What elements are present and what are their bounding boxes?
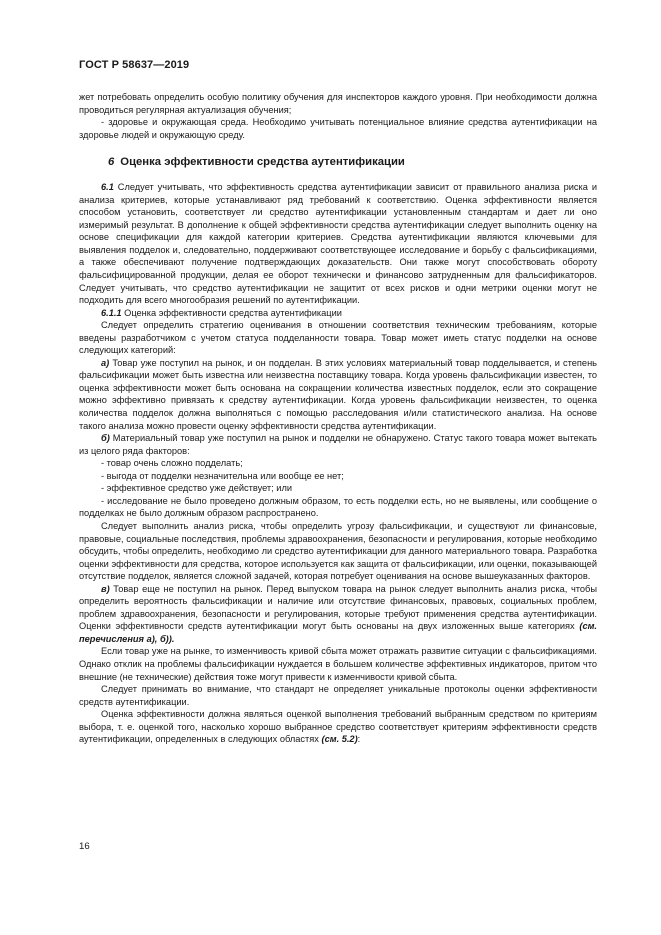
body-text — [79, 91, 597, 746]
clause-text: Следует учитывать, что эффективность средства аутентификации зависит от правильного анализа риска и анализа критериев, которые устанавливают ряд требований к соответствию. Оценка эффективности является способом установить, соответствует ли средство аутентификации установленным стандартам и дает ли оно измеримый результат. В дополнение к общей эффективности средства аутентификации следует выполнить оценку на основе спецификации для каждой категории критериев. Средства аутентификации являются ключевыми для выявления подделок и, следовательно, поддерживают соответствующее исследование и борьбу с фальсификациями, а также обеспечивают получение подтверждающих доказательств. Они также могут способствовать обороту фальсифицированной продукции, делая ее оборот технически и финансово затрудненным для фальсификаторов. Следует учитывать, что средство аутентификации не защитит от всех рисков и одни метрики оценки могут не подходить для всего многообразия решений по аутентификации. — [79, 182, 597, 306]
cross-reference: (см. перечисления а), б)). — [79, 621, 597, 644]
list-item: - исследование не было проведено должным образом, то есть подделки есть, но не выявлены, или сообщение о подделках не было должным образом распространено. — [79, 495, 597, 519]
document-page — [79, 59, 597, 746]
document-code: ГОСТ Р 58637—2019 — [79, 59, 190, 71]
clause-title: Оценка эффективности средства аутентификации — [121, 307, 342, 318]
section-heading — [108, 156, 597, 169]
list-item: - товар очень сложно подделать; — [101, 458, 243, 469]
list-item: - здоровье и окружающая среда. Необходимо учитывать потенциальное влияние средства аутентификации на здоровье людей и окружающую среду. — [79, 117, 597, 140]
paragraph — [79, 708, 597, 746]
list-item: - эффективное средство уже действует; или — [101, 483, 293, 494]
enum-text: Товар уже поступил на рынок, и он подделан. В этих условиях материальный товар подделывается, и степень фальсификации может быть известна или неизвестна поставщику товара. Когда уровень фальсификации известен, то оценка эффективности может быть основана на сокращении количества известных подделок, если это сокращение можно эффективно привязать к средству аутентификации. Когда уровень фальсификации неизвестен, то оценка количества подделок должна выполняться с помощью расследования и/или статистического анализа. На основе такого анализа можно провести оценку эффективности средства аутентификации. — [79, 357, 597, 431]
enum-letter: в) — [101, 583, 110, 594]
paragraph: Если товар уже на рынке, то изменчивость кривой сбыта может отражать развитие ситуации с фальсификациями. Однако отклик на проблемы фальсификации нуждается в большем количестве эффективных индикаторов, притом что внешние (не технические) действия тоже могут привести к изменчивости кривой сбыта. — [79, 646, 597, 682]
clause-6-1 — [79, 181, 597, 306]
enum-item-b — [79, 432, 597, 457]
clause-number: 6.1 — [101, 182, 114, 193]
cross-reference: (см. 5.2) — [321, 734, 358, 745]
intro-paragraph: жет потребовать определить особую политику обучения для инспекторов каждого уровня. При необходимости должна проводиться регулярная актуализация обучения; — [79, 92, 597, 115]
paragraph: Следует определить стратегию оценивания в отношении соответствия техническим требованиям, которые введены разработчиком с учетом статуса подделанности товара. Товар может иметь статус подделки на основе следующих категорий: — [79, 320, 597, 356]
paragraph: Следует выполнить анализ риска, чтобы определить угрозу фальсификации, и существуют ли финансовые, правовые, социальные последствия, проблемы здравоохранения, безопасности и регулирования, которые необходимо обсудить, чтобы определить, необходимо ли средство аутентификации для данного материального товара. Разработка оценки эффективности для средства, которое используется как защита от фальсификации, или оценки, показывающей отсутствие подделок, является сложной задачей, которая потребует оценивания на основе вышеуказанных факторов. — [79, 520, 597, 582]
page-number: 16 — [79, 841, 90, 852]
paragraph: Следует принимать во внимание, что стандарт не определяет уникальные протоколы оценки эффективности средств аутентификации. — [79, 684, 597, 707]
enum-item-v — [79, 583, 597, 646]
clause-6-1-1-heading — [79, 307, 597, 320]
list-item: - выгода от подделки незначительна или вообще ее нет; — [101, 470, 344, 481]
enum-letter: б) — [101, 433, 110, 444]
enum-letter: а) — [101, 357, 110, 368]
section-title: Оценка эффективности средства аутентификации — [120, 156, 405, 169]
enum-text: Материальный товар уже поступил на рынок и подделки не обнаружено. Статус такого товара может вытекать из целого ряда факторов: — [79, 433, 597, 456]
paragraph-text: Оценка эффективности должна являться оценкой выполнения требований выбранным средством по критериям выбора, т. е. оценкой того, насколько хорошо выбранное средство соответствует критериям эффективности средств аутентификации, определенных в следующих областях — [79, 709, 597, 745]
clause-number: 6.1.1 — [101, 307, 122, 318]
paragraph-end: : — [357, 734, 361, 745]
enum-text: Товар еще не поступил на рынок. Перед выпуском товара на рынок следует выполнить анализ риска, чтобы определить вероятность фальсификации и наличие или отсутствие финансовых, правовых, социальных проблем, проблем здравоохранения, безопасности и регулирования, которые требуют применения средства аутентификации. Оценки эффективности средств аутентификации могут быть основаны на двух изложенных выше категориях — [79, 583, 597, 632]
enum-item-a — [79, 357, 597, 432]
section-number: 6 — [108, 156, 115, 169]
